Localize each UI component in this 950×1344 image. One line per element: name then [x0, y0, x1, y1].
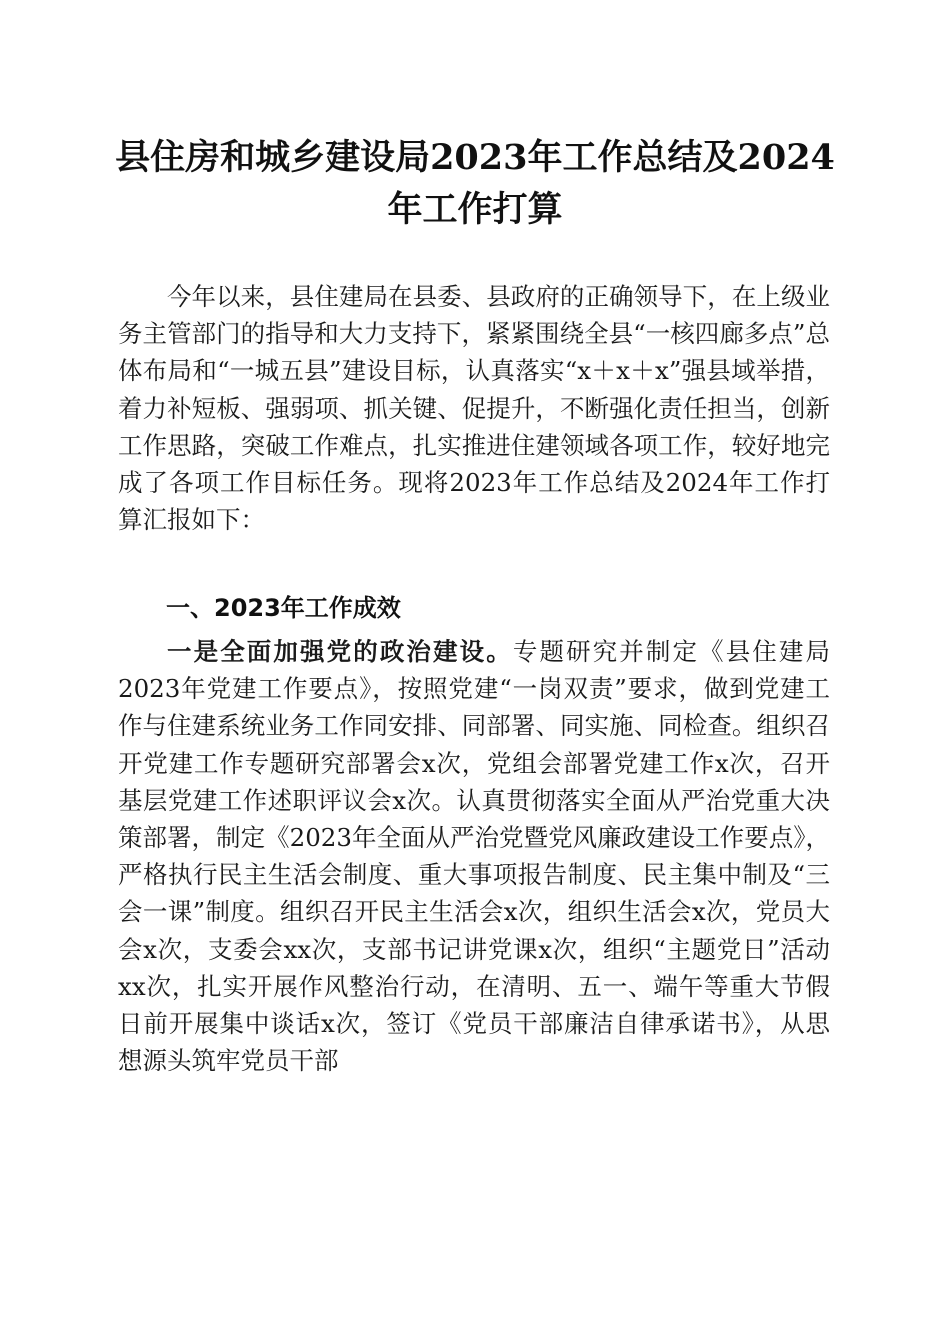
intro-paragraph: 今年以来，县住建局在县委、县政府的正确领导下，在上级业务主管部门的指导和大力支持下，紧紧围绕全县“一核四廊多点”总体布局和“一城五县”建设目标，认真落实“x＋x＋x”强县域举措，着力补短板、强弱项、抓关键、促提升，不断强化责任担当，创新工作思路，突破工作难点，扎实推进住建领域各项工作，较好地完成了各项工作目标任务。现将2023年工作总结及2024年工作打算汇报如下：	[118, 282, 830, 535]
document-title: 县住房和城乡建设局2023年工作总结及2024年工作打算	[115, 137, 835, 230]
paragraph-lead: 一是全面加强党的政治建设。	[167, 637, 513, 666]
section-heading: 一、2023年工作成效	[166, 594, 401, 622]
paragraph-party-building	[118, 633, 830, 1079]
paragraph-body: 专题研究并制定《县住建局2023年党建工作要点》，按照党建“一岗双责”要求，做到党建工作与住建系统业务工作同安排、同部署、同实施、同检查。组织召开党建工作专题研究部署会x次，党组会部署党建工作x次，召开基层党建工作述职评议会x次。认真贯彻落实全面从严治党重大决策部署，制定《2023年全面从严治党暨党风廉政建设工作要点》，严格执行民主生活会制度、重大事项报告制度、民主集中制及“三会一课”制度。组织召开民主生活会x次，组织生活会x次，党员大会x次，支委会xx次，支部书记讲党课x次，组织“主题党日”活动xx次，扎实开展作风整治行动，在清明、五一、端午等重大节假日前开展集中谈话x次，签订《党员干部廉洁自律承诺书》，从思想源头筑牢党员干部	[118, 637, 831, 1076]
